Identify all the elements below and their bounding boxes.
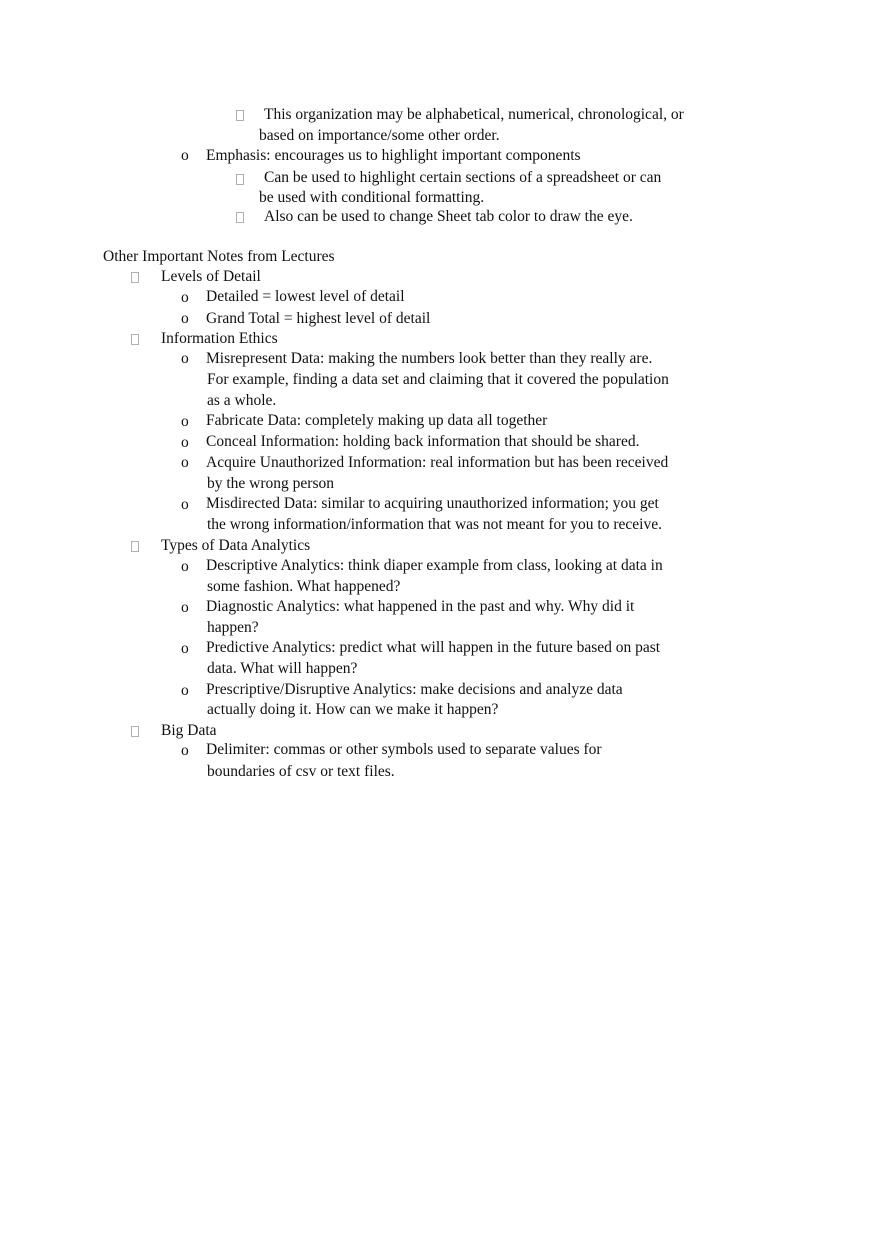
prescriptive-line1: Prescriptive/Disruptive Analytics: make decisions and analyze data	[206, 681, 623, 698]
sub-bullet: o	[181, 682, 189, 699]
misdirected-line2: the wrong information/information that was not meant for you to receive.	[207, 516, 662, 533]
sheet-tab-note: Also can be used to change Sheet tab color to draw the eye.	[264, 208, 633, 225]
delimiter-line1: Delimiter: commas or other symbols used to separate values for	[206, 741, 602, 758]
sub-bullet: o	[181, 310, 189, 327]
sub-bullet: o	[181, 434, 189, 451]
list-item: Grand Total = highest level of detail	[206, 310, 431, 327]
levels-heading: Levels of Detail	[161, 268, 261, 285]
highlight-note-line2: be used with conditional formatting.	[259, 189, 485, 206]
list-item: Detailed = lowest level of detail	[206, 288, 405, 305]
diagnostic-line1: Diagnostic Analytics: what happened in the past and why. Why did it	[206, 598, 635, 615]
sub-bullet: o	[181, 640, 189, 657]
square-bullet-icon	[131, 722, 139, 743]
square-bullet-icon	[236, 106, 244, 127]
misrepresent-line1: Misrepresent Data: making the numbers look better than they really are.	[206, 350, 653, 367]
sub-bullet: o	[181, 454, 189, 471]
misdirected-line1: Misdirected Data: similar to acquiring unauthorized information; you get	[206, 495, 659, 512]
sub-bullet: o	[181, 289, 189, 306]
sub-bullet: o	[181, 147, 189, 164]
emphasis-item: Emphasis: encourages us to highlight important components	[206, 147, 581, 164]
fabricate-item: Fabricate Data: completely making up data all together	[206, 412, 548, 429]
section-heading: Other Important Notes from Lectures	[103, 248, 335, 265]
acquire-line2: by the wrong person	[207, 475, 334, 492]
sub-bullet: o	[181, 350, 189, 367]
analytics-heading: Types of Data Analytics	[161, 537, 311, 554]
sub-bullet: o	[181, 496, 189, 513]
predictive-line1: Predictive Analytics: predict what will happen in the future based on past	[206, 639, 661, 656]
predictive-line2: data. What will happen?	[207, 660, 358, 677]
misrepresent-line2: For example, finding a data set and claiming that it covered the population	[207, 371, 669, 388]
bigdata-heading: Big Data	[161, 722, 217, 739]
delimiter-line2: boundaries of csv or text files.	[207, 763, 395, 780]
sub-bullet: o	[181, 599, 189, 616]
square-bullet-icon	[131, 537, 139, 558]
acquire-line1: Acquire Unauthorized Information: real information but has been received	[206, 454, 669, 471]
descriptive-line2: some fashion. What happened?	[207, 578, 401, 595]
square-bullet-icon	[236, 208, 244, 229]
org-note-line2: based on importance/some other order.	[259, 127, 500, 144]
conceal-item: Conceal Information: holding back information that should be shared.	[206, 433, 640, 450]
sub-bullet: o	[181, 742, 189, 759]
diagnostic-line2: happen?	[207, 619, 259, 636]
misrepresent-line3: as a whole.	[207, 392, 277, 409]
prescriptive-line2: actually doing it. How can we make it happen?	[207, 701, 499, 718]
sub-bullet: o	[181, 558, 189, 575]
ethics-heading: Information Ethics	[161, 330, 278, 347]
sub-bullet: o	[181, 413, 189, 430]
square-bullet-icon	[131, 330, 139, 351]
descriptive-line1: Descriptive Analytics: think diaper example from class, looking at data in	[206, 557, 663, 574]
square-bullet-icon	[236, 170, 244, 191]
square-bullet-icon	[131, 268, 139, 289]
org-note-line1: This organization may be alphabetical, numerical, chronological, or	[264, 106, 684, 123]
highlight-note-line1: Can be used to highlight certain sections of a spreadsheet or can	[264, 169, 662, 186]
